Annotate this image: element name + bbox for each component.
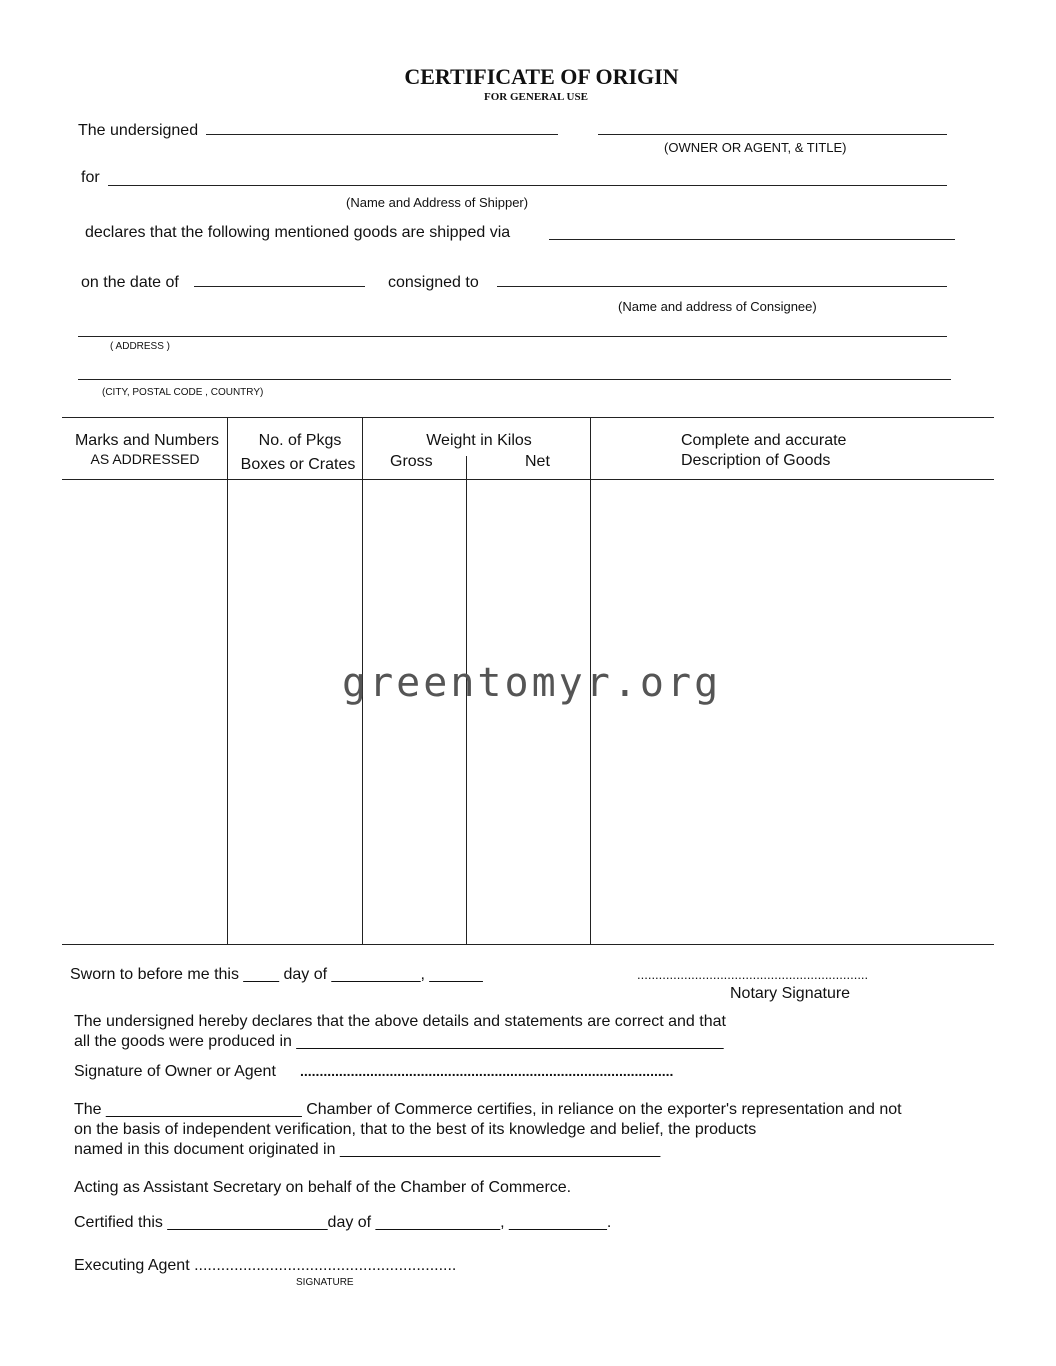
shipped-via-field[interactable]: [549, 239, 955, 240]
col-marks-subheader: AS ADDRESSED: [90, 451, 200, 467]
signature-caption: SIGNATURE: [296, 1277, 354, 1288]
address-field[interactable]: [78, 336, 947, 337]
col-desc-subheader: Description of Goods: [681, 452, 831, 469]
col-weight-header: Weight in Kilos: [426, 432, 532, 449]
shipper-caption: (Name and Address of Shipper): [346, 195, 529, 210]
for-label: for: [81, 169, 100, 186]
city-caption: (CITY, POSTAL CODE , COUNTRY): [102, 387, 264, 398]
date-field[interactable]: [194, 286, 365, 287]
owner-caption: (OWNER OR AGENT, & TITLE): [664, 140, 847, 155]
col-net-header: Net: [525, 453, 550, 470]
consignee-caption: (Name and address of Consignee): [618, 299, 817, 314]
date-label: on the date of: [81, 274, 179, 291]
watermark: greentomyr.org: [342, 660, 722, 706]
document-subtitle: FOR GENERAL USE: [484, 91, 588, 103]
owner-signature-label: Signature of Owner or Agent: [74, 1063, 276, 1080]
owner-signature-line[interactable]: ................................................................................................: [300, 1063, 674, 1079]
address-caption: ( ADDRESS ): [110, 341, 171, 352]
acting-statement: Acting as Assistant Secretary on behalf of the Chamber of Commerce.: [74, 1179, 572, 1196]
notary-signature-line[interactable]: ................................................................: [637, 967, 869, 982]
declaration-line-1: The undersigned hereby declares that the above details and statements are correct and that: [74, 1013, 726, 1030]
col-marks-header: Marks and Numbers: [74, 432, 220, 449]
chamber-line-2: on the basis of independent verification, that to the best of its knowledge and belief, the products: [74, 1121, 757, 1138]
col-gross-header: Gross: [390, 453, 433, 470]
col-pkgs-header: No. of Pkgs: [258, 432, 342, 449]
table-top-border: [62, 417, 994, 418]
consignee-field[interactable]: [497, 286, 947, 287]
city-field[interactable]: [78, 379, 951, 380]
declaration-line-2: all the goods were produced in ________________________________________________: [74, 1033, 724, 1050]
shipper-field[interactable]: [108, 185, 947, 186]
executing-agent-line[interactable]: Executing Agent ...........................................................: [74, 1257, 457, 1274]
notary-signature-label: Notary Signature: [730, 985, 851, 1002]
table-header-border: [62, 479, 994, 480]
owner-agent-title-field[interactable]: [598, 134, 947, 135]
consigned-label: consigned to: [388, 274, 479, 291]
undersigned-field[interactable]: [206, 134, 558, 135]
table-divider: [227, 418, 228, 945]
chamber-line-3: named in this document originated in ____________________________________: [74, 1141, 661, 1158]
undersigned-label: The undersigned: [78, 122, 199, 139]
document-title: CERTIFICATE OF ORIGIN: [404, 64, 679, 89]
col-pkgs-subheader: Boxes or Crates: [240, 456, 356, 473]
chamber-line-1: The ______________________ Chamber of Commerce certifies, in reliance on the exporter's representation and not: [74, 1101, 902, 1118]
certified-line: Certified this __________________day of ______________, ___________.: [74, 1214, 612, 1231]
table-bottom-border: [62, 944, 994, 945]
col-desc-header: Complete and accurate: [681, 432, 847, 449]
sworn-line: Sworn to before me this ____ day of __________, ______: [70, 966, 483, 983]
declares-label: declares that the following mentioned goods are shipped via: [85, 224, 511, 241]
